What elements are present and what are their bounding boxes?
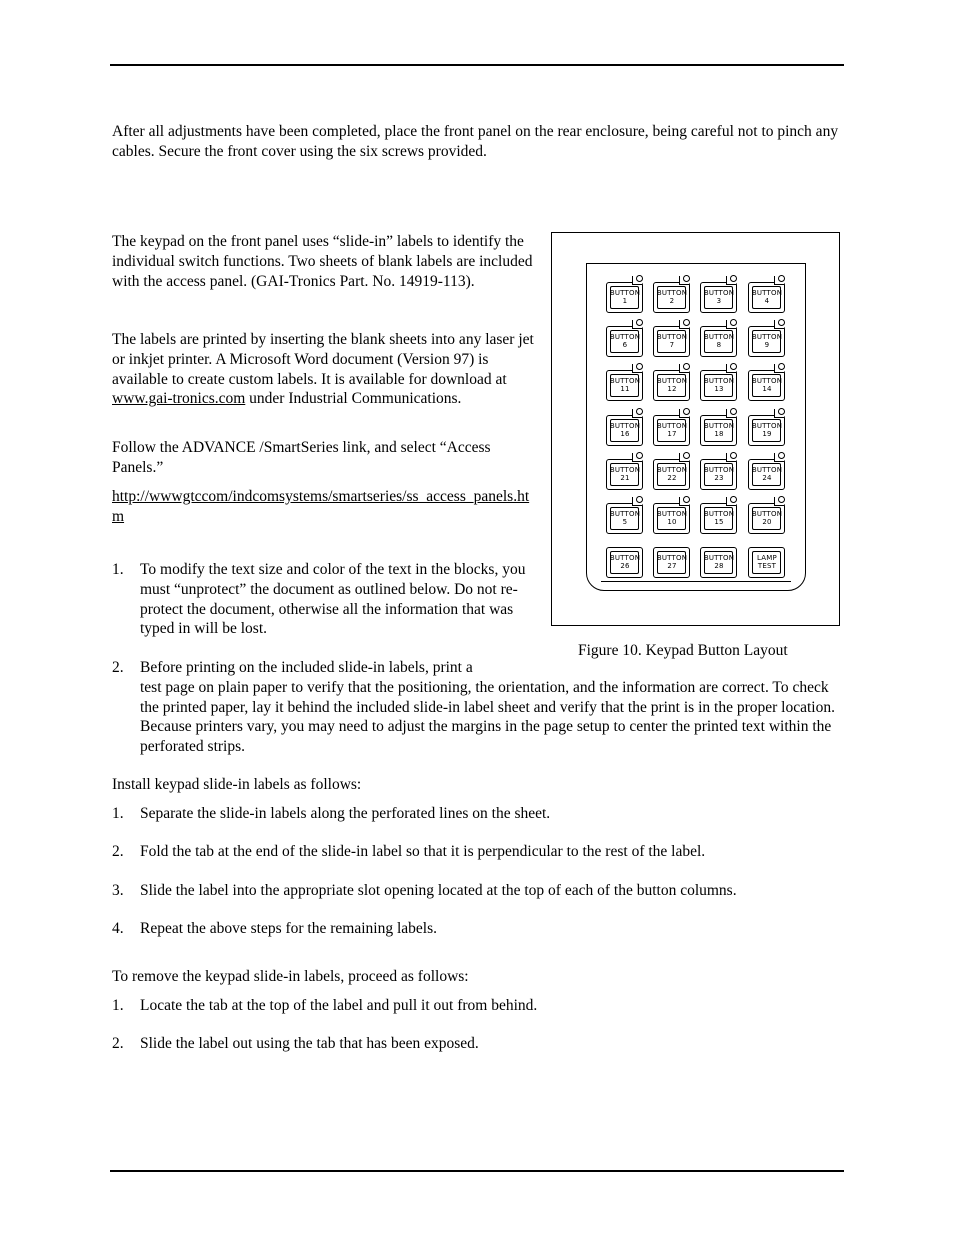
button-label (749, 466, 785, 482)
keypad-button (748, 497, 786, 534)
keypad-paragraph-3: Follow the ADVANCE /SmartSeries link, and select “Access Panels.” (112, 439, 491, 476)
button-label-line-2: 17 (667, 430, 677, 438)
button-label-line-2: 8 (716, 341, 722, 349)
led-indicator-icon (730, 408, 737, 415)
button-label-line-1: BUTTON (751, 333, 783, 341)
access-panels-link[interactable]: http://wwwgtccom/indcomsystems/smartseries/ss_access_panels.htm (112, 488, 530, 525)
button-label (701, 377, 737, 393)
footer-rule (110, 1170, 844, 1172)
keypad-button (748, 409, 786, 446)
button-label (654, 333, 690, 349)
button-label-line-1: BUTTON (703, 554, 735, 562)
button-label-line-1: BUTTON (656, 466, 688, 474)
install-step-3 (112, 881, 844, 901)
button-label-line-1: BUTTON (751, 466, 783, 474)
button-label-line-1: BUTTON (703, 377, 735, 385)
remove-intro: To remove the keypad slide-in labels, proceed as follows: (112, 968, 469, 985)
button-label-line-2: 3 (716, 297, 722, 305)
button-label (607, 377, 643, 393)
access-panels-url (112, 487, 530, 527)
note-item-2 (112, 658, 844, 758)
button-label-line-1: BUTTON (609, 422, 641, 430)
button-label-line-1: BUTTON (656, 333, 688, 341)
button-label-line-1: BUTTON (751, 510, 783, 518)
button-label (654, 510, 690, 526)
keypad-button (748, 541, 786, 578)
step-text: Repeat the above steps for the remaining labels. (140, 920, 437, 937)
led-indicator-icon (730, 363, 737, 370)
button-label-line-2: 19 (762, 430, 772, 438)
keypad-paragraph-2 (112, 330, 537, 409)
button-label-line-2: 21 (620, 474, 630, 482)
led-indicator-icon (636, 452, 643, 459)
note-text-rest: test page on plain paper to verify that the positioning, the orientation, and the information are correct. To check the printed paper, lay it behind the included slide-in label sheet and verify that the print is in the proper location. Because printers vary, you may need to adjust the margins in the page setup to center the printed text within the perforated strips. (140, 678, 835, 756)
button-label-line-1: BUTTON (609, 377, 641, 385)
button-label (607, 422, 643, 438)
step-text: Fold the tab at the end of the slide-in label so that it is perpendicular to the rest of the label. (140, 843, 706, 860)
button-label-line-2: 9 (764, 341, 770, 349)
keypad-button (700, 497, 738, 534)
note-number: 2. (112, 659, 124, 676)
led-indicator-icon (683, 452, 690, 459)
step-text: Slide the label into the appropriate slot opening located at the top of each of the button columns. (140, 882, 737, 899)
note-text-first-line: Before printing on the included slide-in labels, print a (140, 659, 473, 676)
keypad-button (606, 276, 644, 313)
button-label (607, 333, 643, 349)
button-label-line-2: 12 (667, 385, 677, 393)
keypad-paragraph-2-text: The labels are printed by inserting the blank sheets into any laser jet or inkjet printer. A Microsoft Word document (Version 97) is available to create custom labels. It is available for download at (112, 331, 534, 388)
keypad-button (653, 276, 691, 313)
button-label (701, 289, 737, 305)
keypad-button (748, 320, 786, 357)
button-label (749, 510, 785, 526)
button-label-line-1: BUTTON (609, 510, 641, 518)
button-label-line-2: 28 (714, 562, 724, 570)
led-indicator-icon (778, 319, 785, 326)
led-indicator-icon (683, 363, 690, 370)
led-indicator-icon (730, 496, 737, 503)
button-label (701, 422, 737, 438)
keypad-button (653, 541, 691, 578)
led-indicator-icon (778, 496, 785, 503)
button-label-line-2: 7 (669, 341, 675, 349)
note-number: 1. (112, 561, 124, 578)
keypad-button (606, 497, 644, 534)
button-label-line-2: 4 (764, 297, 770, 305)
step-number: 1. (112, 997, 124, 1014)
button-label-line-1: LAMP (757, 554, 777, 562)
remove-step-2 (112, 1034, 844, 1054)
button-label-line-1: BUTTON (751, 422, 783, 430)
note-text (140, 658, 844, 757)
button-label-line-2: 14 (762, 385, 772, 393)
button-label-line-1: BUTTON (703, 466, 735, 474)
keypad-button (606, 453, 644, 490)
button-label-line-1: BUTTON (656, 289, 688, 297)
keypad-button (606, 320, 644, 357)
keypad-button (700, 541, 738, 578)
button-label-line-1: BUTTON (703, 289, 735, 297)
button-label (749, 333, 785, 349)
header-rule (110, 64, 844, 66)
keypad-button (700, 364, 738, 401)
button-label-line-2: 24 (762, 474, 772, 482)
button-label-line-1: BUTTON (751, 377, 783, 385)
button-label (607, 510, 643, 526)
keypad-paragraph-1: The keypad on the front panel uses “slide-in” labels to identify the individual switch functions. Two sheets of blank labels are included with the access panel. (GAI-Tronics Part. No. 14919-113). (112, 233, 533, 290)
button-label-line-2: 18 (714, 430, 724, 438)
step-text: Separate the slide-in labels along the perforated lines on the sheet. (140, 805, 551, 822)
button-label-line-1: BUTTON (751, 289, 783, 297)
keypad-button (700, 320, 738, 357)
button-label-line-1: BUTTON (656, 554, 688, 562)
step-text: Locate the tab at the top of the label and pull it out from behind. (140, 997, 538, 1014)
button-label (654, 422, 690, 438)
button-label-line-1: BUTTON (703, 422, 735, 430)
install-intro: Install keypad slide-in labels as follows: (112, 776, 362, 793)
button-label-line-2: 20 (762, 518, 772, 526)
intro-paragraph: After all adjustments have been completed, place the front panel on the rear enclosure, being careful not to pinch any cables. Secure the front cover using the six screws provided. (112, 123, 839, 160)
button-label-line-1: BUTTON (703, 510, 735, 518)
button-label-line-1: BUTTON (609, 554, 641, 562)
button-label (654, 377, 690, 393)
led-indicator-icon (778, 408, 785, 415)
button-label (701, 466, 737, 482)
keypad-outline (586, 263, 806, 591)
keypad-bottom-edge (601, 581, 791, 582)
gai-tronics-link[interactable]: www.gai-tronics.com (112, 390, 246, 408)
button-label-line-2: 1 (622, 297, 628, 305)
button-label (749, 554, 785, 570)
button-label-line-2: 13 (714, 385, 724, 393)
led-indicator-icon (778, 275, 785, 282)
install-step-4 (112, 919, 844, 939)
step-number: 1. (112, 805, 124, 822)
step-number: 2. (112, 1035, 124, 1052)
figure-caption: Figure 10. Keypad Button Layout (578, 642, 788, 659)
keypad-button (606, 541, 644, 578)
led-indicator-icon (636, 319, 643, 326)
led-indicator-icon (730, 275, 737, 282)
note-text: To modify the text size and color of the text in the blocks, you must “unprotect” the document as outlined below. Do not re-protect the document, otherwise all the information that was typed in will be lost. (140, 561, 526, 638)
keypad-button (700, 409, 738, 446)
button-label-line-1: BUTTON (656, 510, 688, 518)
button-label (607, 466, 643, 482)
led-indicator-icon (636, 408, 643, 415)
install-step-1 (112, 804, 844, 824)
keypad-button (653, 409, 691, 446)
note-item-1 (112, 560, 540, 640)
button-label (749, 377, 785, 393)
led-indicator-icon (778, 363, 785, 370)
keypad-button (748, 276, 786, 313)
button-label-line-2: 11 (620, 385, 630, 393)
keypad-button (700, 453, 738, 490)
button-label-line-2: 22 (667, 474, 677, 482)
keypad-button (700, 276, 738, 313)
button-label-line-2: 15 (714, 518, 724, 526)
led-indicator-icon (683, 496, 690, 503)
button-label (701, 554, 737, 570)
button-label-line-1: BUTTON (656, 422, 688, 430)
button-label-line-1: BUTTON (656, 377, 688, 385)
keypad-button (653, 453, 691, 490)
button-label-line-1: BUTTON (609, 466, 641, 474)
button-label (654, 466, 690, 482)
step-text: Slide the label out using the tab that has been exposed. (140, 1035, 479, 1052)
button-label-line-2: 27 (667, 562, 677, 570)
led-indicator-icon (730, 319, 737, 326)
led-indicator-icon (683, 408, 690, 415)
button-label (654, 289, 690, 305)
step-number: 3. (112, 882, 124, 899)
button-label-line-2: 2 (669, 297, 675, 305)
button-label (749, 422, 785, 438)
button-label-line-2: 23 (714, 474, 724, 482)
keypad-button (653, 497, 691, 534)
keypad-figure (551, 232, 840, 626)
remove-step-1 (112, 996, 844, 1016)
keypad-button (748, 453, 786, 490)
keypad-button (606, 364, 644, 401)
led-indicator-icon (778, 452, 785, 459)
button-label (701, 510, 737, 526)
led-indicator-icon (636, 363, 643, 370)
led-indicator-icon (636, 275, 643, 282)
button-label-line-1: BUTTON (703, 333, 735, 341)
keypad-paragraph-2-tail: under Industrial Communications. (245, 390, 462, 408)
led-indicator-icon (636, 496, 643, 503)
button-label (701, 333, 737, 349)
led-indicator-icon (683, 319, 690, 326)
button-label (654, 554, 690, 570)
keypad-button (653, 364, 691, 401)
button-label (607, 289, 643, 305)
button-label-line-2: TEST (757, 562, 777, 570)
keypad-button (748, 364, 786, 401)
step-number: 2. (112, 843, 124, 860)
step-number: 4. (112, 920, 124, 937)
button-label-line-2: 6 (622, 341, 628, 349)
button-label-line-1: BUTTON (609, 333, 641, 341)
keypad-button (606, 409, 644, 446)
install-step-2 (112, 842, 844, 862)
button-label (607, 554, 643, 570)
led-indicator-icon (683, 275, 690, 282)
button-label-line-2: 5 (622, 518, 628, 526)
led-indicator-icon (730, 452, 737, 459)
button-label-line-1: BUTTON (609, 289, 641, 297)
button-label-line-2: 26 (620, 562, 630, 570)
keypad-button (653, 320, 691, 357)
button-label-line-2: 10 (667, 518, 677, 526)
button-label-line-2: 16 (620, 430, 630, 438)
button-label (749, 289, 785, 305)
